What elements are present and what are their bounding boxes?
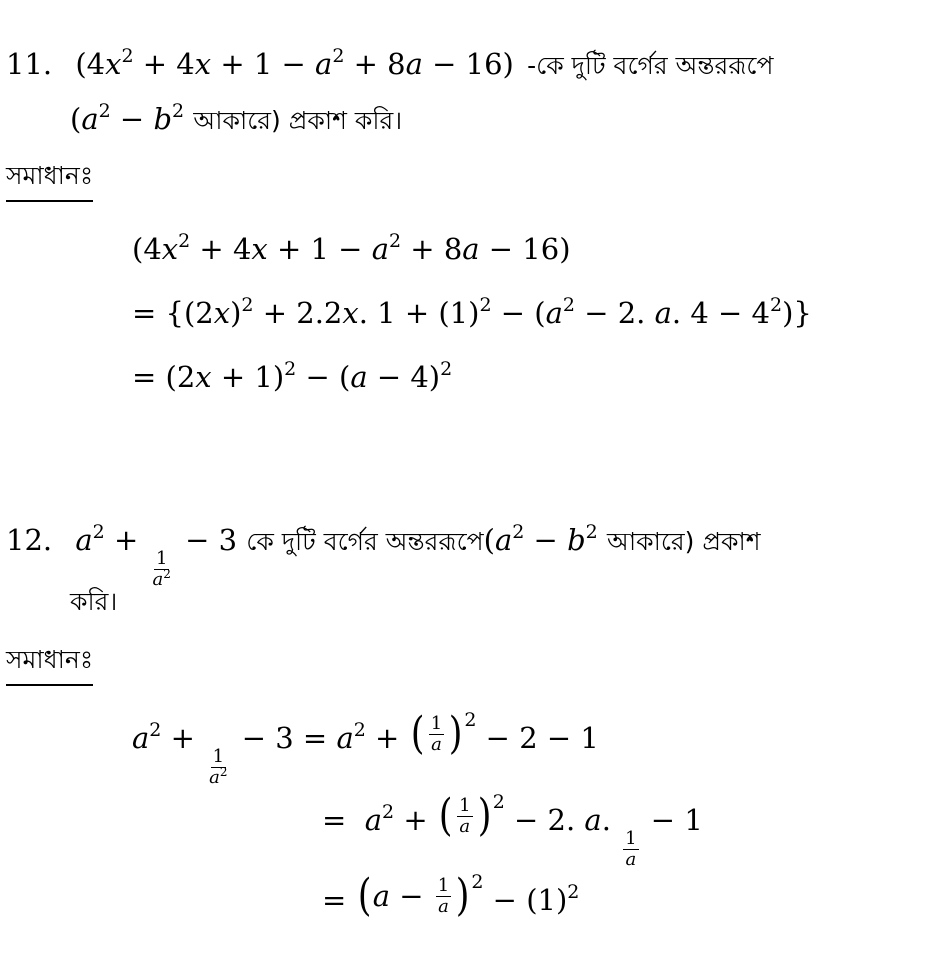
solution-step-2: = {$(2x)^2 + 2.2x$. $1 + (1)^2 - (a^2 - 2$. a. $4 - 4^2$)} [132,294,812,330]
solution-step-1: $(4x^2 + 4x + 1 - a^2 + 8a - 16)$ [132,230,571,266]
expression: $(4x^2 + 4x + 1 - a^2 + 8a - 16)$ [75,45,514,81]
question-11-line-1 [6,46,773,89]
question-11-line-2 [70,101,402,144]
question-number: 12. [6,523,53,557]
solution-heading: সমাধানঃ [6,156,93,202]
question-text: -কে দুটি বর্গের অন্তররূপে [527,51,774,80]
expression: $a^2$ + $\frac{1}{a^2}$ − 3 [75,521,238,590]
question-12-line-2: করি। [70,587,118,616]
solution-step-3: = $(2x + 1)^2 - (a - 4)^2$ [132,358,453,394]
solution-step-1: $a^2$ + $\frac{1}{a^2}$ − $3 = a^2$ + ( $\frac{1}{a}$ ) $^2$ − 2 − 1 [132,708,599,788]
question-text: আকারে) প্রকাশ [606,527,761,556]
solution-step-3: = ( a − $\frac{1}{a}$ ) $^2 - (1)^2$ [322,870,580,921]
solution-step-2: = $a^2$ + ( $\frac{1}{a}$ ) $^2$ − 2. a. $\frac{1}{a}$ − 1 [322,790,703,870]
target-form: ($a^2 - b^2$ [483,521,598,557]
target-form: ($a^2 - b^2$ [70,100,185,136]
solution-heading: সমাধানঃ [6,640,93,686]
question-text: কে দুটি বর্গের অন্তররূপে [246,527,484,556]
question-text: আকারে) প্রকাশ করি। [193,106,403,135]
question-number: 11. [6,47,53,81]
question-12-line-1 [6,522,761,589]
